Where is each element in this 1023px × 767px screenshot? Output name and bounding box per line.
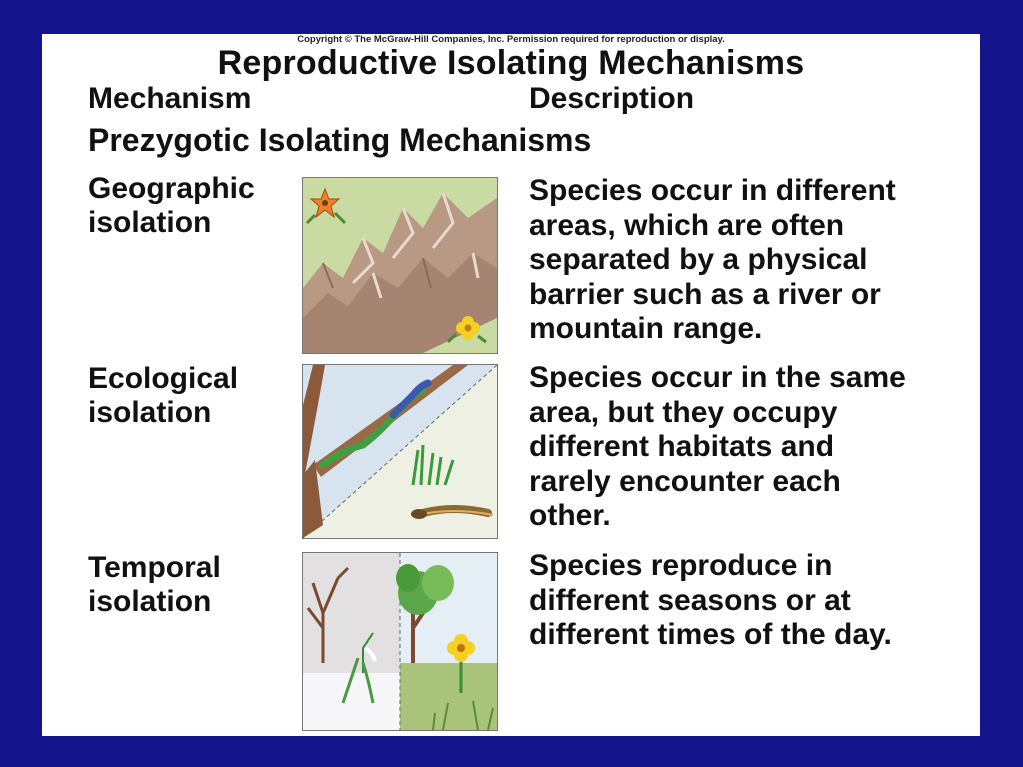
description-temporal xyxy=(529,549,974,653)
description-line: areas, which are often xyxy=(529,208,845,242)
mechanism-line: isolation xyxy=(88,585,212,618)
description-line: other. xyxy=(529,499,611,532)
description-line: mountain range. xyxy=(529,312,763,345)
mechanism-line: Ecological xyxy=(88,362,239,395)
description-line: Species reproduce in xyxy=(529,549,833,582)
column-header-description: Description xyxy=(529,82,695,115)
mechanism-line: isolation xyxy=(88,396,212,429)
mechanism-geographic xyxy=(88,172,288,240)
lizards-tree-and-ground-illustration xyxy=(302,364,498,539)
copyright-notice: Copyright © The McGraw-Hill Companies, Inc. Permission required for reproduction or display. xyxy=(297,34,725,45)
mechanism-ecological xyxy=(88,362,288,430)
description-line: Species occur in different xyxy=(529,174,896,207)
description-line: barrier such as a river or xyxy=(529,277,881,311)
description-ecological xyxy=(529,361,974,534)
description-line: area, but they occupy xyxy=(529,395,838,429)
mountains-with-flowers-illustration xyxy=(302,177,498,354)
mechanism-line: Temporal xyxy=(88,551,221,584)
description-line: different habitats and xyxy=(529,430,835,463)
page-title: Reproductive Isolating Mechanisms xyxy=(217,44,805,82)
description-line: different seasons or at xyxy=(529,583,851,617)
mechanism-line: isolation xyxy=(88,206,212,239)
description-line: separated by a physical xyxy=(529,243,868,276)
description-line: rarely encounter each xyxy=(529,464,841,498)
column-header-mechanism: Mechanism xyxy=(88,82,252,115)
slide xyxy=(42,34,980,736)
description-line: different times of the day. xyxy=(529,618,892,651)
description-line: Species occur in the same xyxy=(529,361,906,394)
mechanism-line: Geographic xyxy=(88,172,255,205)
section-heading: Prezygotic Isolating Mechanisms xyxy=(88,122,592,158)
description-geographic xyxy=(529,174,974,347)
winter-and-spring-flowers-illustration xyxy=(302,552,498,731)
mechanism-temporal xyxy=(88,551,288,619)
